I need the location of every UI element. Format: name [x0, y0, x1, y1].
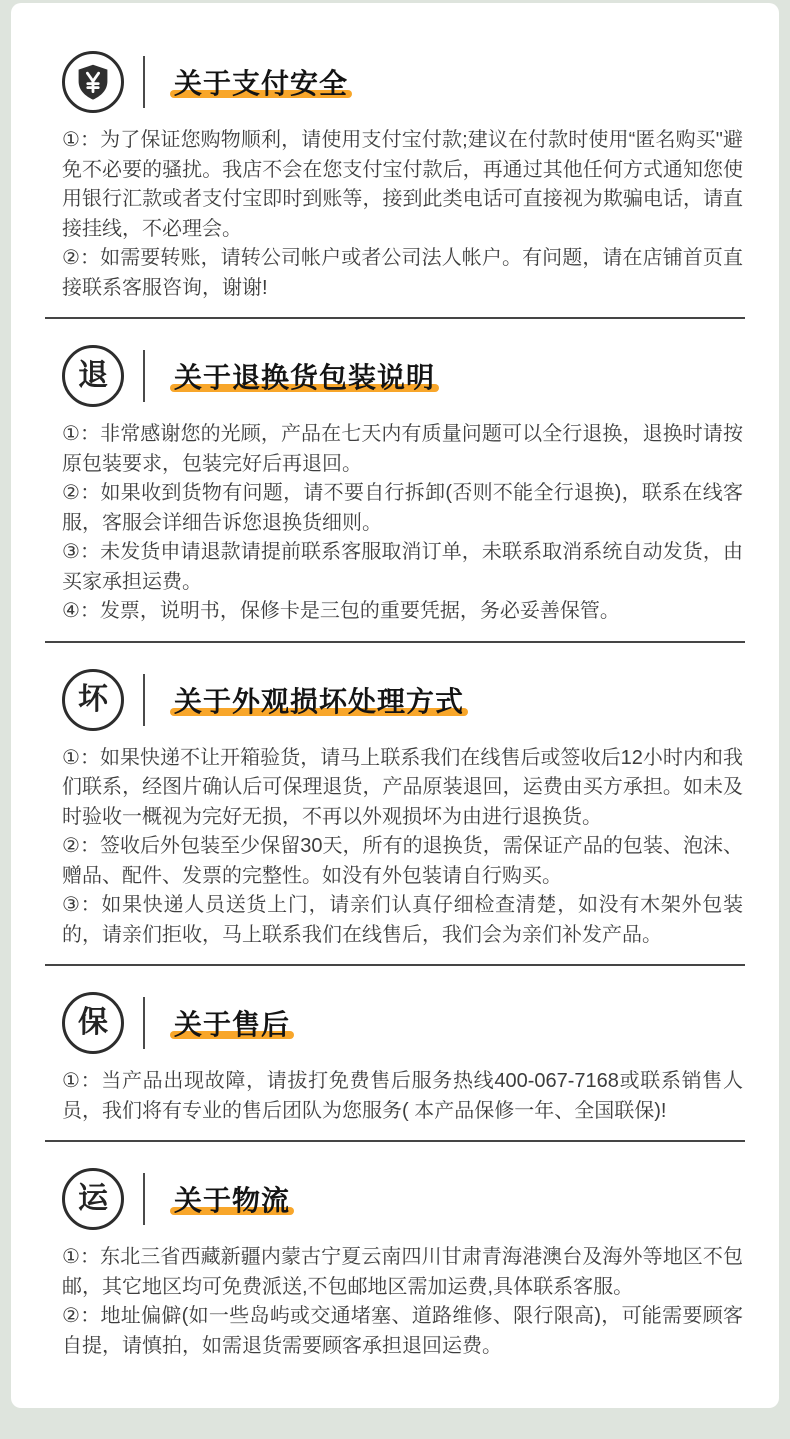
section-title: 关于物流 — [174, 1185, 291, 1216]
return-icon-glyph: 退 — [78, 359, 108, 392]
section-after-sales — [45, 992, 745, 1142]
shipping-circle-icon — [62, 1168, 124, 1230]
section-body — [62, 1067, 743, 1126]
section-payment-security — [45, 51, 745, 319]
warranty-icon-glyph: 保 — [78, 1006, 108, 1039]
policy-paragraph: ②：如果收到货物有问题，请不要自行拆卸(否则不能全行退换)，联系在线客服，客服会详细告诉您退换货细则。 — [62, 482, 743, 534]
section-return-packaging — [45, 345, 745, 643]
section-title: 关于支付安全 — [174, 68, 349, 99]
section-header — [62, 992, 743, 1054]
policy-paragraph: ②：地址偏僻(如一些岛屿或交通堵塞、道路维修、限行限高)，可能需要顾客自提，请慎拍，如需退货需要顾客承担退回运费。 — [62, 1305, 743, 1357]
section-header — [62, 51, 743, 113]
header-divider — [143, 56, 145, 108]
policy-card — [11, 3, 779, 1408]
shipping-icon-glyph: 运 — [78, 1182, 108, 1215]
section-body — [62, 1243, 743, 1361]
section-header — [62, 1168, 743, 1230]
header-divider — [143, 350, 145, 402]
policy-paragraph: ②：如需要转账，请转公司帐户或者公司法人帐户。有问题，请在店铺首页直接联系客服咨询，谢谢! — [62, 247, 743, 299]
header-divider — [143, 1173, 145, 1225]
section-body — [62, 420, 743, 627]
policy-paragraph: ①：东北三省西藏新疆内蒙古宁夏云南四川甘肃青海港澳台及海外等地区不包邮，其它地区均可免费派送,不包邮地区需加运费,具体联系客服。 — [62, 1246, 743, 1298]
section-header — [62, 345, 743, 407]
section-logistics — [45, 1168, 745, 1361]
warranty-circle-icon — [62, 992, 124, 1054]
section-separator — [45, 964, 745, 966]
policy-paragraph: ④：发票，说明书，保修卡是三包的重要凭据，务必妥善保管。 — [62, 600, 620, 622]
policy-paragraph: ①：为了保证您购物顺利，请使用支付宝付款;建议在付款时使用“匿名购买"避免不必要的骚扰。我店不会在您支付宝付款后，再通过其他任何方式通知您使用银行汇款或者支付宝即时到账等，接到此类电话可直接视为欺骗电话，请直接挂线，不必理会。 — [62, 129, 743, 240]
section-body — [62, 744, 743, 951]
section-separator — [45, 317, 745, 319]
policy-paragraph: ②：签收后外包装至少保留30天，所有的退换货，需保证产品的包装、泡沫、赠品、配件、发票的完整性。如没有外包装请自行购买。 — [62, 835, 743, 887]
section-separator — [45, 1140, 745, 1142]
policy-paragraph: ①：非常感谢您的光顾，产品在七天内有质量问题可以全行退换，退换时请按原包装要求，包装完好后再退回。 — [62, 423, 743, 475]
section-title: 关于售后 — [174, 1009, 291, 1040]
section-separator — [45, 641, 745, 643]
damage-circle-icon — [62, 669, 124, 731]
payment-shield-yen-icon — [62, 51, 124, 113]
policy-paragraph: ③：如果快递人员送货上门，请亲们认真仔细检查清楚，如没有木架外包装的，请亲们拒收，马上联系我们在线售后，我们会为亲们补发产品。 — [62, 894, 743, 946]
return-circle-icon — [62, 345, 124, 407]
section-title: 关于外观损坏处理方式 — [174, 685, 465, 717]
section-damage-handling — [45, 669, 745, 967]
damage-icon-glyph: 坏 — [78, 682, 108, 716]
section-header — [62, 669, 743, 731]
policy-paragraph: ①：当产品出现故障，请拔打免费售后服务热线400-067-7168或联系销售人员，我们将有专业的售后团队为您服务( 本产品保修一年、全国联保)! — [62, 1070, 743, 1122]
section-title: 关于退换货包装说明 — [174, 362, 436, 393]
policy-paragraph: ①：如果快递不让开箱验货，请马上联系我们在线售后或签收后12小时内和我们联系，经图片确认后可保理退货，产品原装退回，运费由买方承担。如未及时验收一概视为完好无损，不再以外观损坏为由进行退换货。 — [62, 746, 743, 828]
policy-paragraph: ③：未发货申请退款请提前联系客服取消订单，未联系取消系统自动发货，由买家承担运费。 — [62, 541, 743, 593]
section-body — [62, 126, 743, 303]
header-divider — [143, 674, 145, 726]
header-divider — [143, 997, 145, 1049]
